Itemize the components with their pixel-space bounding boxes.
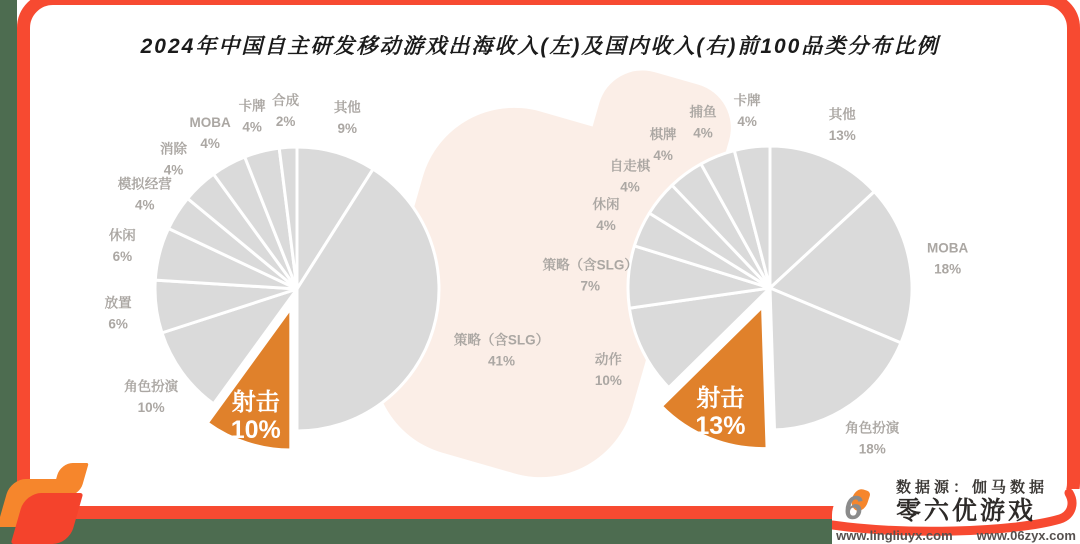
- pie2-value-MOBA: 18%: [934, 261, 962, 277]
- pie2-label-棋牌: 棋牌: [649, 126, 677, 142]
- six-glyph: 6: [844, 489, 863, 526]
- data-source-note: 数据源：伽马数据: [895, 479, 1048, 496]
- pie1-label-射击: 射击: [231, 388, 280, 416]
- pie2-value-射击: 13%: [695, 411, 746, 440]
- watermark-url-right: www.06zyx.com: [976, 528, 1076, 543]
- pie2-label-其他: 其他: [828, 106, 856, 122]
- pie1-label-角色扮演: 角色扮演: [124, 379, 179, 395]
- pie1-value-模拟经营: 4%: [134, 197, 155, 213]
- pie2-value-棋牌: 4%: [653, 147, 673, 163]
- pie2-value-休闲: 4%: [596, 218, 616, 234]
- pie1-label-合成: 合成: [272, 93, 300, 109]
- pie1-value-消除: 4%: [163, 162, 184, 178]
- pie1-label-休闲: 休闲: [108, 228, 136, 244]
- pie1-label-其他: 其他: [333, 99, 361, 115]
- pie1-value-卡牌: 4%: [242, 119, 262, 135]
- pie1-label-消除: 消除: [160, 141, 188, 157]
- pie1-label-MOBA: MOBA: [189, 114, 231, 130]
- watermark-brand-text: 零六优游戏: [896, 497, 1037, 525]
- pie2-value-角色扮演: 18%: [858, 441, 886, 457]
- pie1-value-MOBA: 4%: [200, 135, 220, 151]
- pie2-value-策略（含SLG）: 7%: [580, 278, 600, 294]
- pie1-label-模拟经营: 模拟经营: [117, 176, 172, 192]
- pie1-label-放置: 放置: [104, 295, 132, 311]
- chart-title: 2024年中国自主研发移动游戏出海收入(左)及国内收入(右)前100品类分布比例: [140, 35, 940, 58]
- pie1-value-角色扮演: 10%: [137, 400, 165, 416]
- watermark-badge: [832, 489, 1080, 544]
- pie2-label-动作: 动作: [594, 352, 622, 368]
- pie2-value-卡牌: 4%: [737, 114, 757, 130]
- pie1-value-射击: 10%: [230, 415, 281, 444]
- pie1-value-其他: 9%: [337, 120, 358, 136]
- pie2-label-MOBA: MOBA: [926, 240, 969, 256]
- pie1-value-放置: 6%: [108, 316, 128, 332]
- watermark-url-left: www.lingliuyx.com: [836, 528, 953, 543]
- pie2-label-策略（含SLG）: 策略（含SLG）: [542, 257, 638, 273]
- pie2-value-其他: 13%: [828, 127, 856, 143]
- pie2-label-捕鱼: 捕鱼: [689, 104, 717, 120]
- pie2-label-射击: 射击: [696, 384, 745, 412]
- pie2-label-角色扮演: 角色扮演: [845, 420, 900, 436]
- watermark-urls: [832, 528, 1080, 543]
- site-logo: [0, 455, 110, 544]
- watermark-logo-icon: [844, 489, 888, 529]
- pie2-label-卡牌: 卡牌: [733, 93, 761, 109]
- pie1-value-合成: 2%: [275, 114, 296, 130]
- pie2-label-休闲: 休闲: [592, 197, 620, 213]
- pie1-label-卡牌: 卡牌: [238, 98, 266, 114]
- pie2-label-自走棋: 自走棋: [609, 158, 651, 174]
- pie2-value-捕鱼: 4%: [693, 125, 713, 141]
- pie1-label-策略（含SLG）: 策略（含SLG）: [453, 332, 550, 348]
- pie1-value-休闲: 6%: [112, 249, 133, 265]
- pie1-value-策略（含SLG）: 41%: [488, 353, 516, 369]
- pie2-value-动作: 10%: [594, 373, 622, 389]
- pie2-value-自走棋: 4%: [620, 179, 640, 195]
